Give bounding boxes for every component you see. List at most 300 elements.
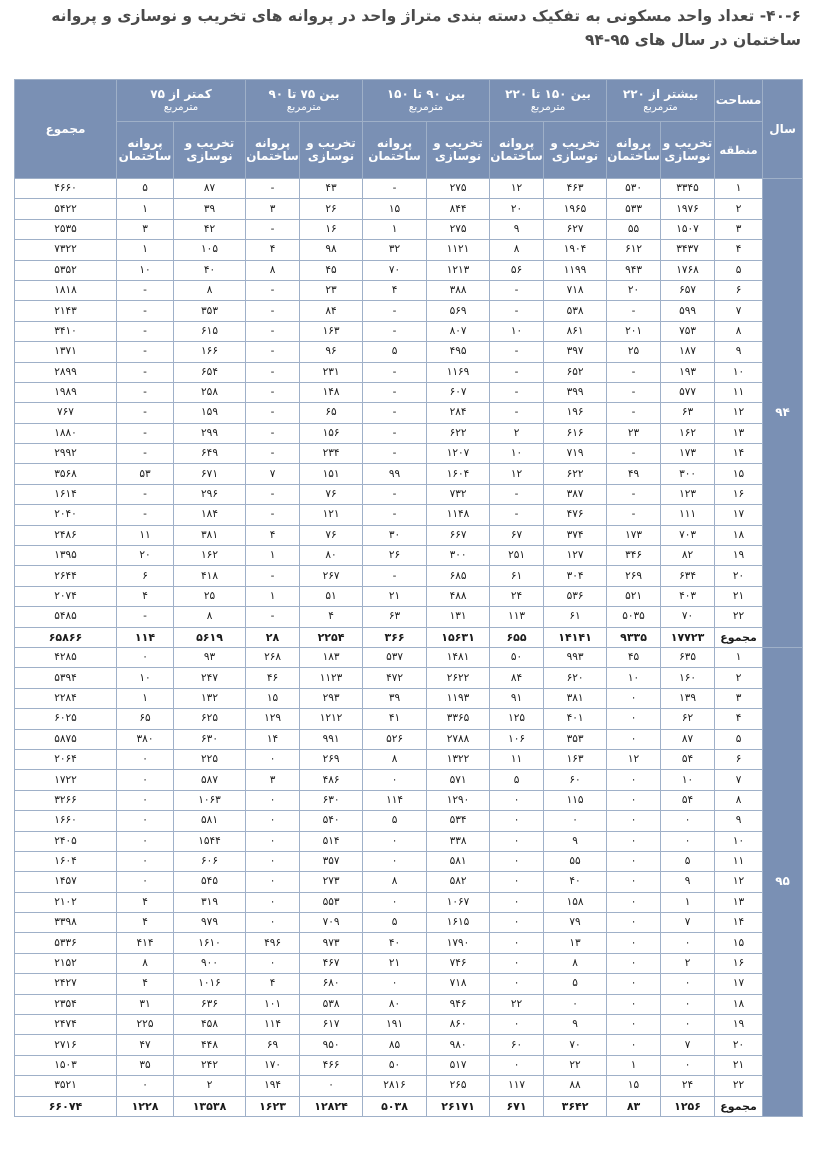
table-row — [15, 811, 803, 831]
value-cell: ۰ — [607, 974, 661, 994]
value-cell: - — [607, 362, 661, 382]
value-cell: ۱۹۰۴ — [544, 240, 607, 260]
value-cell: ۲۰ — [117, 546, 174, 566]
region-cell: ۸ — [715, 321, 763, 341]
value-cell: ۳ — [246, 770, 300, 790]
value-cell: ۲۴۷ — [174, 668, 246, 688]
value-cell: ۰ — [544, 994, 607, 1014]
table-row — [15, 219, 803, 239]
value-cell: ۶۱۲ — [607, 240, 661, 260]
value-cell: ۴۵۸ — [174, 1015, 246, 1035]
value-cell: ۶۸۰ — [300, 974, 363, 994]
value-cell: ۲۶ — [363, 546, 427, 566]
value-cell: ۵ — [117, 179, 174, 199]
table-row — [15, 423, 803, 443]
value-cell: ۳۹۷ — [544, 342, 607, 362]
value-cell: ۰ — [490, 1055, 544, 1075]
value-cell: ۱۲۰۷ — [427, 444, 490, 464]
value-cell: ۲۲۵ — [174, 749, 246, 769]
value-cell: - — [607, 403, 661, 423]
table-row — [15, 1055, 803, 1075]
table-row — [15, 647, 803, 667]
value-cell: ۶۳۰ — [300, 790, 363, 810]
table-row — [15, 831, 803, 851]
value-cell: ۱۲۱۳ — [427, 260, 490, 280]
value-cell: ۳۱۹ — [174, 892, 246, 912]
value-cell: ۱۰ — [607, 668, 661, 688]
value-cell: - — [363, 484, 427, 504]
row-total-cell: ۱۳۹۵ — [15, 546, 117, 566]
value-cell: ۰ — [490, 913, 544, 933]
value-cell: ۲۲۵ — [117, 1015, 174, 1035]
value-cell: ۴۶۷ — [300, 953, 363, 973]
value-cell: ۰ — [607, 892, 661, 912]
value-cell: ۲۲ — [544, 1055, 607, 1075]
value-cell: ۵۳۰ — [607, 179, 661, 199]
region-cell: ۱۲ — [715, 403, 763, 423]
value-cell: ۱۲ — [490, 179, 544, 199]
value-cell: ۹۷۹ — [174, 913, 246, 933]
subheader-permit: پروانه ساختمان — [246, 122, 300, 179]
value-cell: ۲۳ — [300, 280, 363, 300]
value-cell: ۲۶۹ — [607, 566, 661, 586]
value-cell: ۶۰۶ — [174, 851, 246, 871]
value-cell: ۶۵۲ — [544, 362, 607, 382]
value-cell: ۵ — [544, 974, 607, 994]
row-total-cell: ۲۰۶۴ — [15, 749, 117, 769]
value-cell: ۰ — [246, 953, 300, 973]
value-cell: ۱۷۰ — [246, 1055, 300, 1075]
value-cell: ۱۹۴ — [246, 1076, 300, 1096]
value-cell: - — [490, 403, 544, 423]
value-cell: ۰ — [246, 851, 300, 871]
region-cell: ۲۲ — [715, 1076, 763, 1096]
row-total-cell: ۳۲۶۶ — [15, 790, 117, 810]
subheader-demolition: تخریب و نوسازی — [661, 122, 715, 179]
total-value-cell: ۹۳۳۵ — [607, 627, 661, 647]
row-total-cell: ۲۴۷۴ — [15, 1015, 117, 1035]
value-cell: ۱۳۲ — [174, 688, 246, 708]
table-row — [15, 729, 803, 749]
value-cell: ۱۵۴۴ — [174, 831, 246, 851]
value-cell: ۲۹۳ — [300, 688, 363, 708]
value-cell: - — [607, 444, 661, 464]
subheader-demolition: تخریب و نوسازی — [544, 122, 607, 179]
value-cell: ۹۸۰ — [427, 1035, 490, 1055]
value-cell: ۰ — [117, 811, 174, 831]
region-cell: ۱۳ — [715, 892, 763, 912]
value-cell: ۳۹ — [363, 688, 427, 708]
row-total-cell: ۲۸۹۹ — [15, 362, 117, 382]
value-cell: ۱۴۸ — [300, 382, 363, 402]
value-cell: ۰ — [607, 1035, 661, 1055]
value-cell: ۰ — [607, 770, 661, 790]
value-cell: ۱۹۶۵ — [544, 199, 607, 219]
value-cell: ۱۵۹ — [174, 403, 246, 423]
value-cell: ۶۷ — [490, 525, 544, 545]
value-cell: ۱۳۹ — [661, 688, 715, 708]
value-cell: ۱۱۹۳ — [427, 688, 490, 708]
region-cell: ۷ — [715, 301, 763, 321]
value-cell: ۶۰۷ — [427, 382, 490, 402]
value-cell: ۸۰ — [300, 546, 363, 566]
value-cell: ۴۶ — [246, 668, 300, 688]
value-cell: ۰ — [363, 770, 427, 790]
value-cell: - — [246, 179, 300, 199]
value-cell: - — [607, 505, 661, 525]
table-row — [15, 444, 803, 464]
value-cell: ۸۴۴ — [427, 199, 490, 219]
region-cell: ۱۶ — [715, 953, 763, 973]
value-cell: ۷۱۸ — [544, 280, 607, 300]
value-cell: ۵۳۶ — [544, 586, 607, 606]
value-cell: ۱۰ — [490, 444, 544, 464]
table-header — [15, 80, 803, 179]
value-cell: ۸ — [246, 260, 300, 280]
value-cell: ۷۳۲ — [427, 484, 490, 504]
value-cell: - — [363, 444, 427, 464]
value-cell: ۲۶۷ — [300, 566, 363, 586]
value-cell: ۸۰ — [363, 994, 427, 1014]
subheader-permit: پروانه ساختمان — [607, 122, 661, 179]
row-total-cell: ۱۶۱۴ — [15, 484, 117, 504]
row-total-cell: ۳۴۱۰ — [15, 321, 117, 341]
value-cell: ۵۰۳۵ — [607, 607, 661, 627]
value-cell: ۵۷۱ — [427, 770, 490, 790]
value-cell: ۵۵ — [607, 219, 661, 239]
value-cell: - — [490, 505, 544, 525]
total-value-cell: ۶۵۵ — [490, 627, 544, 647]
value-cell: ۳۳۶۵ — [427, 709, 490, 729]
value-cell: ۲۰۱ — [607, 321, 661, 341]
total-value-cell: ۱۵۶۳۱ — [427, 627, 490, 647]
value-cell: ۱۵۱ — [300, 464, 363, 484]
region-cell: ۱۳ — [715, 423, 763, 443]
total-value-cell: ۲۲۵۴ — [300, 627, 363, 647]
value-cell: ۰ — [607, 933, 661, 953]
value-cell: ۳۰۴ — [544, 566, 607, 586]
region-cell: ۱۷ — [715, 505, 763, 525]
value-cell: ۰ — [246, 913, 300, 933]
value-cell: ۱۰۶۳ — [174, 790, 246, 810]
value-cell: ۰ — [490, 953, 544, 973]
value-cell: ۰ — [607, 913, 661, 933]
value-cell: ۷۰ — [661, 607, 715, 627]
value-cell: ۶۵۴ — [174, 362, 246, 382]
row-total-cell: ۵۸۷۵ — [15, 729, 117, 749]
value-cell: ۹ — [490, 219, 544, 239]
value-cell: ۳۸۷ — [544, 484, 607, 504]
value-cell: ۰ — [246, 831, 300, 851]
value-cell: ۷۹ — [544, 913, 607, 933]
total-value-cell: ۲۸ — [246, 627, 300, 647]
value-cell: ۴۱۴ — [117, 933, 174, 953]
value-cell: ۱۶۲ — [174, 546, 246, 566]
value-cell: ۶۰ — [490, 1035, 544, 1055]
value-cell: ۰ — [490, 831, 544, 851]
total-value-cell: ۶۷۱ — [490, 1096, 544, 1116]
value-cell: - — [363, 301, 427, 321]
value-cell: ۱۱۴۸ — [427, 505, 490, 525]
value-cell: ۵۱۴ — [300, 831, 363, 851]
value-cell: - — [490, 301, 544, 321]
value-cell: ۳۸۸ — [427, 280, 490, 300]
value-cell: ۰ — [490, 872, 544, 892]
value-cell: ۹۸ — [300, 240, 363, 260]
value-cell: ۱۲۱ — [300, 505, 363, 525]
value-cell: ۰ — [607, 811, 661, 831]
value-cell: ۱۲ — [490, 464, 544, 484]
value-cell: ۵۸۷ — [174, 770, 246, 790]
region-cell: ۱۹ — [715, 1015, 763, 1035]
row-total-cell: ۱۸۱۸ — [15, 280, 117, 300]
table-row — [15, 301, 803, 321]
value-cell: ۰ — [363, 831, 427, 851]
value-cell: ۰ — [661, 811, 715, 831]
value-cell: ۱۸۳ — [300, 647, 363, 667]
region-cell: ۲۱ — [715, 1055, 763, 1075]
total-value-cell: ۸۳ — [607, 1096, 661, 1116]
value-cell: ۴۵ — [607, 647, 661, 667]
value-cell: ۷ — [661, 913, 715, 933]
value-cell: ۱۹۱ — [363, 1015, 427, 1035]
row-total-cell: ۳۵۲۱ — [15, 1076, 117, 1096]
value-cell: ۴۰ — [363, 933, 427, 953]
value-cell: ۲۶ — [300, 199, 363, 219]
value-cell: ۱۸۷ — [661, 342, 715, 362]
value-cell: ۱۱۷ — [490, 1076, 544, 1096]
value-cell: ۴۷۲ — [363, 668, 427, 688]
value-cell: ۶۵۷ — [661, 280, 715, 300]
region-cell: ۴ — [715, 240, 763, 260]
region-cell: ۱۷ — [715, 974, 763, 994]
value-cell: ۱ — [117, 240, 174, 260]
value-cell: ۰ — [490, 811, 544, 831]
value-cell: ۴ — [117, 892, 174, 912]
value-cell: ۵۹۹ — [661, 301, 715, 321]
value-cell: - — [246, 382, 300, 402]
value-cell: ۰ — [544, 811, 607, 831]
value-cell: ۲۶۸ — [246, 647, 300, 667]
value-cell: ۵۳۸ — [300, 994, 363, 1014]
value-cell: ۰ — [246, 790, 300, 810]
value-cell: ۰ — [661, 1055, 715, 1075]
row-total-cell: ۱۴۵۷ — [15, 872, 117, 892]
year-cell: ۹۴ — [763, 179, 803, 648]
row-total-cell: ۲۵۳۵ — [15, 219, 117, 239]
region-cell: ۶ — [715, 280, 763, 300]
table-title: ۴۰-۶- تعداد واحد مسکونی به تفکیک دسته بندی متراژ واحد در پروانه های تخریب و نوسازی و پروانه ساختمان در سال های ۹۵-۹۴ — [51, 7, 801, 49]
value-cell: ۳۹۹ — [544, 382, 607, 402]
value-cell: ۲۴ — [661, 1076, 715, 1096]
value-cell: - — [246, 280, 300, 300]
value-cell: ۰ — [607, 994, 661, 1014]
value-cell: - — [363, 403, 427, 423]
value-cell: ۰ — [246, 872, 300, 892]
value-cell: ۶۳۶ — [174, 994, 246, 1014]
value-cell: ۴ — [363, 280, 427, 300]
region-cell: ۱۴ — [715, 444, 763, 464]
table-row — [15, 851, 803, 871]
value-cell: ۶۷۱ — [174, 464, 246, 484]
table-row — [15, 668, 803, 688]
value-cell: ۹۷۳ — [300, 933, 363, 953]
total-value-cell: ۱۷۷۲۳ — [661, 627, 715, 647]
region-cell: ۹ — [715, 811, 763, 831]
value-cell: - — [246, 566, 300, 586]
value-cell: - — [246, 219, 300, 239]
value-cell: ۸۰۷ — [427, 321, 490, 341]
value-cell: ۱۵ — [246, 688, 300, 708]
total-header: مجموع — [15, 80, 117, 179]
value-cell: ۵۴ — [661, 749, 715, 769]
value-cell: ۳۴۳۷ — [661, 240, 715, 260]
value-cell: - — [117, 280, 174, 300]
value-cell: ۹۴۳ — [607, 260, 661, 280]
total-label: مجموع — [715, 627, 763, 647]
row-total-cell: ۲۶۴۴ — [15, 566, 117, 586]
total-value-cell: ۱۲۲۸ — [117, 1096, 174, 1116]
value-cell: ۰ — [117, 647, 174, 667]
region-cell: ۱۱ — [715, 851, 763, 871]
value-cell: ۳۵۳ — [544, 729, 607, 749]
value-cell: ۴۰ — [174, 260, 246, 280]
value-cell: - — [117, 382, 174, 402]
value-cell: ۵۴۵ — [174, 872, 246, 892]
value-cell: ۰ — [607, 709, 661, 729]
value-cell: ۶۲۷ — [544, 219, 607, 239]
value-cell: ۲۵ — [607, 342, 661, 362]
region-header: منطقه — [715, 122, 763, 179]
value-cell: ۰ — [117, 790, 174, 810]
total-label: مجموع — [715, 1096, 763, 1116]
value-cell: ۱۶۲ — [661, 423, 715, 443]
value-cell: ۳۹ — [174, 199, 246, 219]
value-cell: ۹۵۰ — [300, 1035, 363, 1055]
value-cell: - — [246, 444, 300, 464]
value-cell: - — [246, 342, 300, 362]
value-cell: ۴۷ — [117, 1035, 174, 1055]
region-cell: ۱۰ — [715, 831, 763, 851]
value-cell: ۶۱ — [490, 566, 544, 586]
region-cell: ۲۰ — [715, 566, 763, 586]
value-cell: ۴ — [300, 607, 363, 627]
value-cell: ۵۳۷ — [363, 647, 427, 667]
value-cell: ۰ — [363, 974, 427, 994]
value-cell: ۶۰ — [544, 770, 607, 790]
row-total-cell: ۲۰۴۰ — [15, 505, 117, 525]
value-cell: ۵۸۲ — [427, 872, 490, 892]
value-cell: ۲۵ — [174, 586, 246, 606]
value-cell: ۱۱۲۳ — [300, 668, 363, 688]
value-cell: ۱۶۳ — [300, 321, 363, 341]
region-cell: ۱ — [715, 179, 763, 199]
value-cell: ۵ — [490, 770, 544, 790]
total-value-cell: ۱۱۴ — [117, 627, 174, 647]
value-cell: ۳۳۸ — [427, 831, 490, 851]
value-cell: ۵۳۸ — [544, 301, 607, 321]
value-cell: ۸ — [490, 240, 544, 260]
value-cell: ۰ — [607, 953, 661, 973]
value-cell: ۸۶۱ — [544, 321, 607, 341]
table-row — [15, 260, 803, 280]
value-cell: ۵۶۹ — [427, 301, 490, 321]
value-cell: - — [363, 179, 427, 199]
value-cell: - — [607, 301, 661, 321]
group-header: بین ۹۰ تا ۱۵۰ مترمربع — [363, 80, 490, 122]
value-cell: ۱ — [117, 199, 174, 219]
value-cell: ۱۱۳ — [490, 607, 544, 627]
value-cell: ۲۰ — [490, 199, 544, 219]
value-cell: ۱۶۶ — [174, 342, 246, 362]
value-cell: ۱۱۶۹ — [427, 362, 490, 382]
value-cell: ۰ — [607, 1015, 661, 1035]
value-cell: - — [490, 362, 544, 382]
region-cell: ۲ — [715, 199, 763, 219]
value-cell: ۱۶ — [300, 219, 363, 239]
table-row — [15, 933, 803, 953]
value-cell: ۰ — [300, 1076, 363, 1096]
value-cell: ۱۲ — [607, 749, 661, 769]
value-cell: ۴۴۸ — [174, 1035, 246, 1055]
total-value-cell: ۳۶۴۲ — [544, 1096, 607, 1116]
value-cell: ۱۹۶ — [544, 403, 607, 423]
total-value-cell: ۱۶۲۳ — [246, 1096, 300, 1116]
value-cell: - — [117, 403, 174, 423]
value-cell: ۱۷۶۸ — [661, 260, 715, 280]
value-cell: ۲۵۱ — [490, 546, 544, 566]
value-cell: ۷۶ — [300, 484, 363, 504]
value-cell: ۴ — [246, 525, 300, 545]
value-cell: - — [363, 362, 427, 382]
group-header: بیشتر از ۲۲۰ مترمربع — [607, 80, 715, 122]
table-row — [15, 566, 803, 586]
value-cell: ۷۱۸ — [427, 974, 490, 994]
value-cell: ۱ — [246, 546, 300, 566]
value-cell: ۵۱ — [300, 586, 363, 606]
region-cell: ۱۴ — [715, 913, 763, 933]
row-total-cell: ۲۴۰۵ — [15, 831, 117, 851]
table-row — [15, 240, 803, 260]
value-cell: ۲۹۶ — [174, 484, 246, 504]
value-cell: ۰ — [117, 831, 174, 851]
value-cell: - — [246, 301, 300, 321]
value-cell: ۸ — [363, 749, 427, 769]
value-cell: ۴۱ — [363, 709, 427, 729]
value-cell: ۰ — [490, 933, 544, 953]
value-cell: ۱۷۳ — [661, 444, 715, 464]
value-cell: ۸۶۰ — [427, 1015, 490, 1035]
row-total-cell: ۷۶۷ — [15, 403, 117, 423]
value-cell: ۱۶۰ — [661, 668, 715, 688]
row-total-cell: ۲۹۹۲ — [15, 444, 117, 464]
value-cell: ۶۳ — [661, 403, 715, 423]
value-cell: ۲۷۵ — [427, 179, 490, 199]
value-cell: - — [363, 423, 427, 443]
row-total-cell: ۲۲۸۴ — [15, 688, 117, 708]
value-cell: ۵۳ — [117, 464, 174, 484]
value-cell: ۱۹۳ — [661, 362, 715, 382]
row-total-cell: ۳۵۶۸ — [15, 464, 117, 484]
value-cell: ۷۶ — [300, 525, 363, 545]
row-total-cell: ۱۳۷۱ — [15, 342, 117, 362]
value-cell: ۷۱۹ — [544, 444, 607, 464]
value-cell: ۸۷ — [174, 179, 246, 199]
value-cell: ۲۱ — [363, 586, 427, 606]
value-cell: ۰ — [607, 688, 661, 708]
value-cell: - — [117, 505, 174, 525]
year-cell: ۹۵ — [763, 647, 803, 1116]
